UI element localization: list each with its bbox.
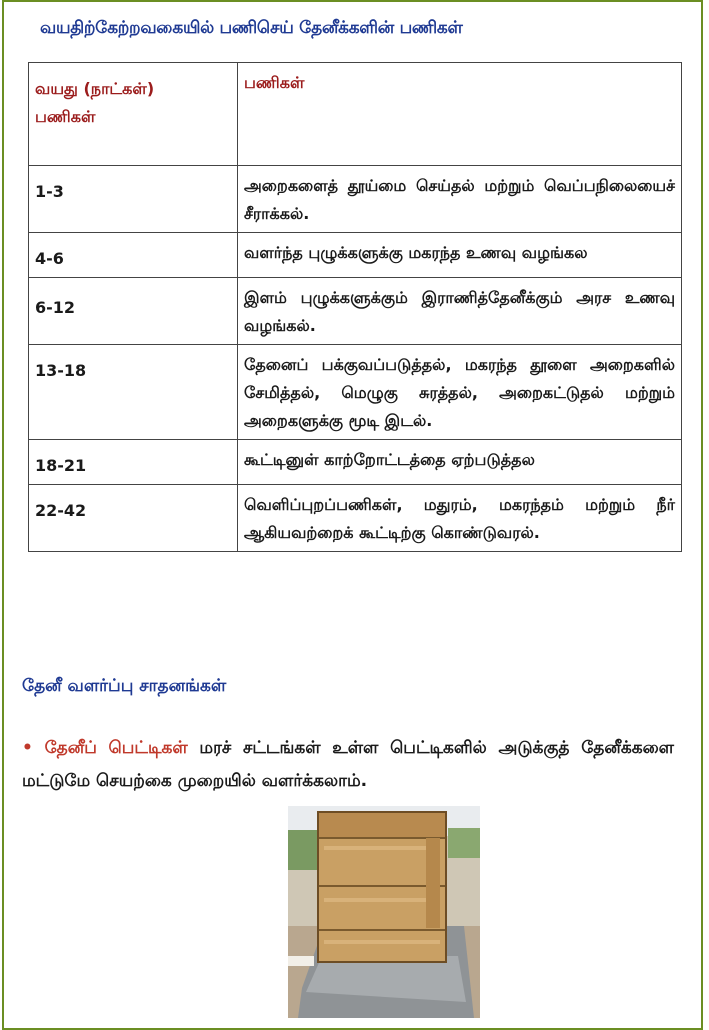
- table-row: [29, 345, 682, 440]
- header-days-label: (நாட்கள்): [83, 79, 155, 98]
- equipment-paragraph: [22, 732, 674, 798]
- task-cell: வெளிப்புறப்பணிகள், மதுரம், மகரந்தம் மற்றும் நீர் ஆகியவற்றைக் கூட்டிற்கு கொண்டுவரல்.: [238, 485, 682, 552]
- age-cell: 6-12: [29, 278, 238, 345]
- task-cell: இளம் புழுக்களுக்கும் இராணித்தேனீக்கும் அரச உணவு வழங்கல்.: [238, 278, 682, 345]
- table-row: [29, 278, 682, 345]
- task-cell: கூட்டினுள் காற்றோட்டத்தை ஏற்படுத்தல: [238, 440, 682, 485]
- bullet-icon: •: [22, 738, 33, 758]
- table-row: [29, 166, 682, 233]
- header-tasks-label-left: பணிகள்: [35, 107, 96, 126]
- task-cell: அறைகளைத் தூய்மை செய்தல் மற்றும் வெப்பநிலையைச் சீராக்கல்.: [238, 166, 682, 233]
- task-cell: தேனைப் பக்குவப்படுத்தல், மகரந்த தூளை அறைகளில் சேமித்தல், மெழுகு சுரத்தல், அறைகட்டுதல் மற்றும் அறைகளுக்கு மூடி இடல்.: [238, 345, 682, 440]
- header-age-cell: [29, 63, 238, 166]
- table-row: [29, 485, 682, 552]
- header-task-cell: பணிகள்: [238, 63, 682, 166]
- beehive-photo: [288, 806, 480, 1018]
- age-cell: 1-3: [29, 166, 238, 233]
- beehive-image: [288, 806, 480, 1018]
- section-title: தேனீ வளர்ப்பு சாதனங்கள்: [22, 676, 227, 696]
- header-age-label: வயது: [35, 79, 78, 98]
- page-title: வயதிற்கேற்றவகையில் பணிசெய் தேனீக்களின் பணிகள்: [40, 18, 463, 38]
- paragraph-text: மரச் சட்டங்கள் உள்ள பெட்டிகளில் அடுக்குத் தேனீக்களை மட்டுமே செயற்கை முறையில் வளர்க்கலாம்.: [22, 738, 675, 791]
- age-cell: 13-18: [29, 345, 238, 440]
- paragraph-lead: தேனீப் பெட்டிகள்: [44, 738, 188, 758]
- table-row: [29, 233, 682, 278]
- bee-tasks-table: [28, 62, 682, 552]
- task-cell: வளர்ந்த புழுக்களுக்கு மகரந்த உணவு வழங்கல: [238, 233, 682, 278]
- table-row: [29, 440, 682, 485]
- age-cell: 4-6: [29, 233, 238, 278]
- age-cell: 18-21: [29, 440, 238, 485]
- table-header-row: [29, 63, 682, 166]
- age-cell: 22-42: [29, 485, 238, 552]
